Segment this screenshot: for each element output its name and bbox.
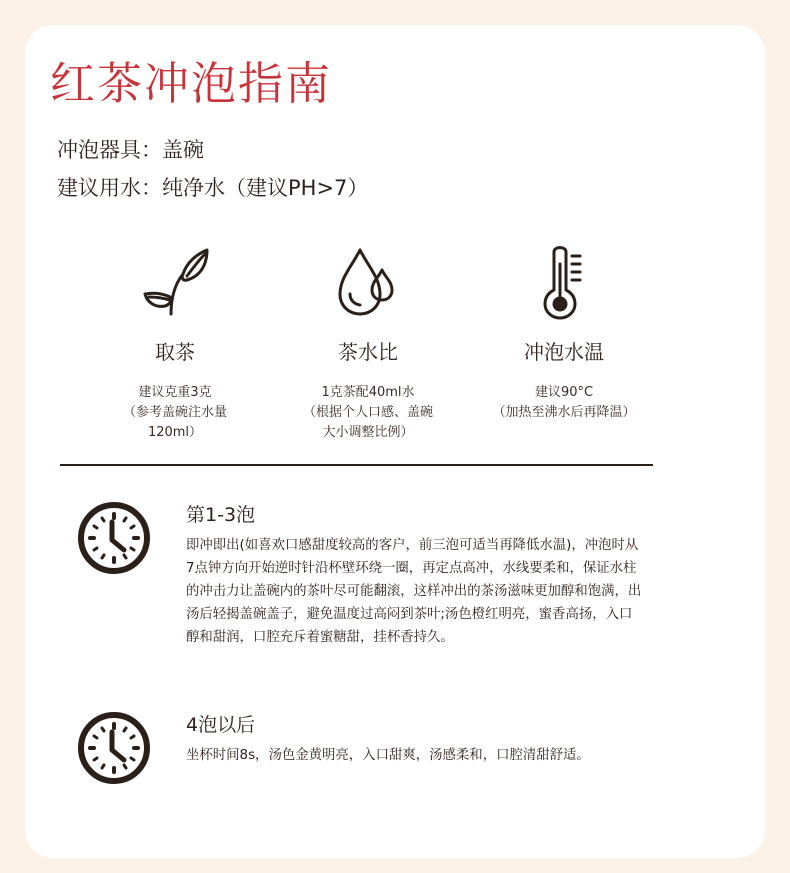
step-title: 第1-3泡 (186, 504, 256, 526)
feature-title: 取茶 (155, 340, 195, 364)
step-title: 4泡以后 (186, 714, 256, 736)
water-recommendation-line: 建议用水：纯净水（建议PH>7） (57, 176, 369, 200)
page-title: 红茶冲泡指南 (50, 57, 333, 110)
feature-take-tea (75, 240, 275, 443)
section-divider (60, 464, 653, 466)
clock-icon (76, 500, 152, 576)
step-body: 坐杯时间8s，汤色金黄明亮，入口甜爽，汤感柔和，口腔清甜舒适。 (186, 748, 590, 763)
step-body: 即冲即出(如喜欢口感甜度较高的客户，前三泡可适当再降低水温)，冲泡时从7点钟方向开始逆时针沿杯壁环绕一圈，再定点高冲，水线要柔和，保证水柱的冲击力让盖碗内的茶叶尽可能翻滚，这样冲出的茶汤滋味更加醇和饱满，出汤后轻揭盖碗盖子，避免温度过高闷到茶叶;汤色橙红明亮，蜜香高扬，入口醇和甜润，口腔充斥着蜜糖甜，挂杯香持久。 (186, 538, 642, 645)
leaf-icon (135, 240, 215, 320)
feature-title: 冲泡水温 (524, 340, 604, 364)
brewing-tool-line: 冲泡器具：盖碗 (57, 138, 204, 162)
thermometer-icon (524, 240, 604, 320)
feature-water-temperature (464, 240, 664, 423)
water-drops-icon (328, 240, 408, 320)
feature-desc: 建议克重3克 （参考盖碗注水量 120ml） (122, 385, 227, 440)
feature-desc: 1克茶配40ml水 （根据个人口感、盖碗 大小调整比例） (302, 385, 433, 440)
clock-icon (76, 710, 152, 786)
feature-tea-water-ratio (268, 240, 468, 443)
feature-title: 茶水比 (338, 340, 398, 364)
feature-desc: 建议90°C （加热至沸水后再降温） (492, 385, 636, 420)
